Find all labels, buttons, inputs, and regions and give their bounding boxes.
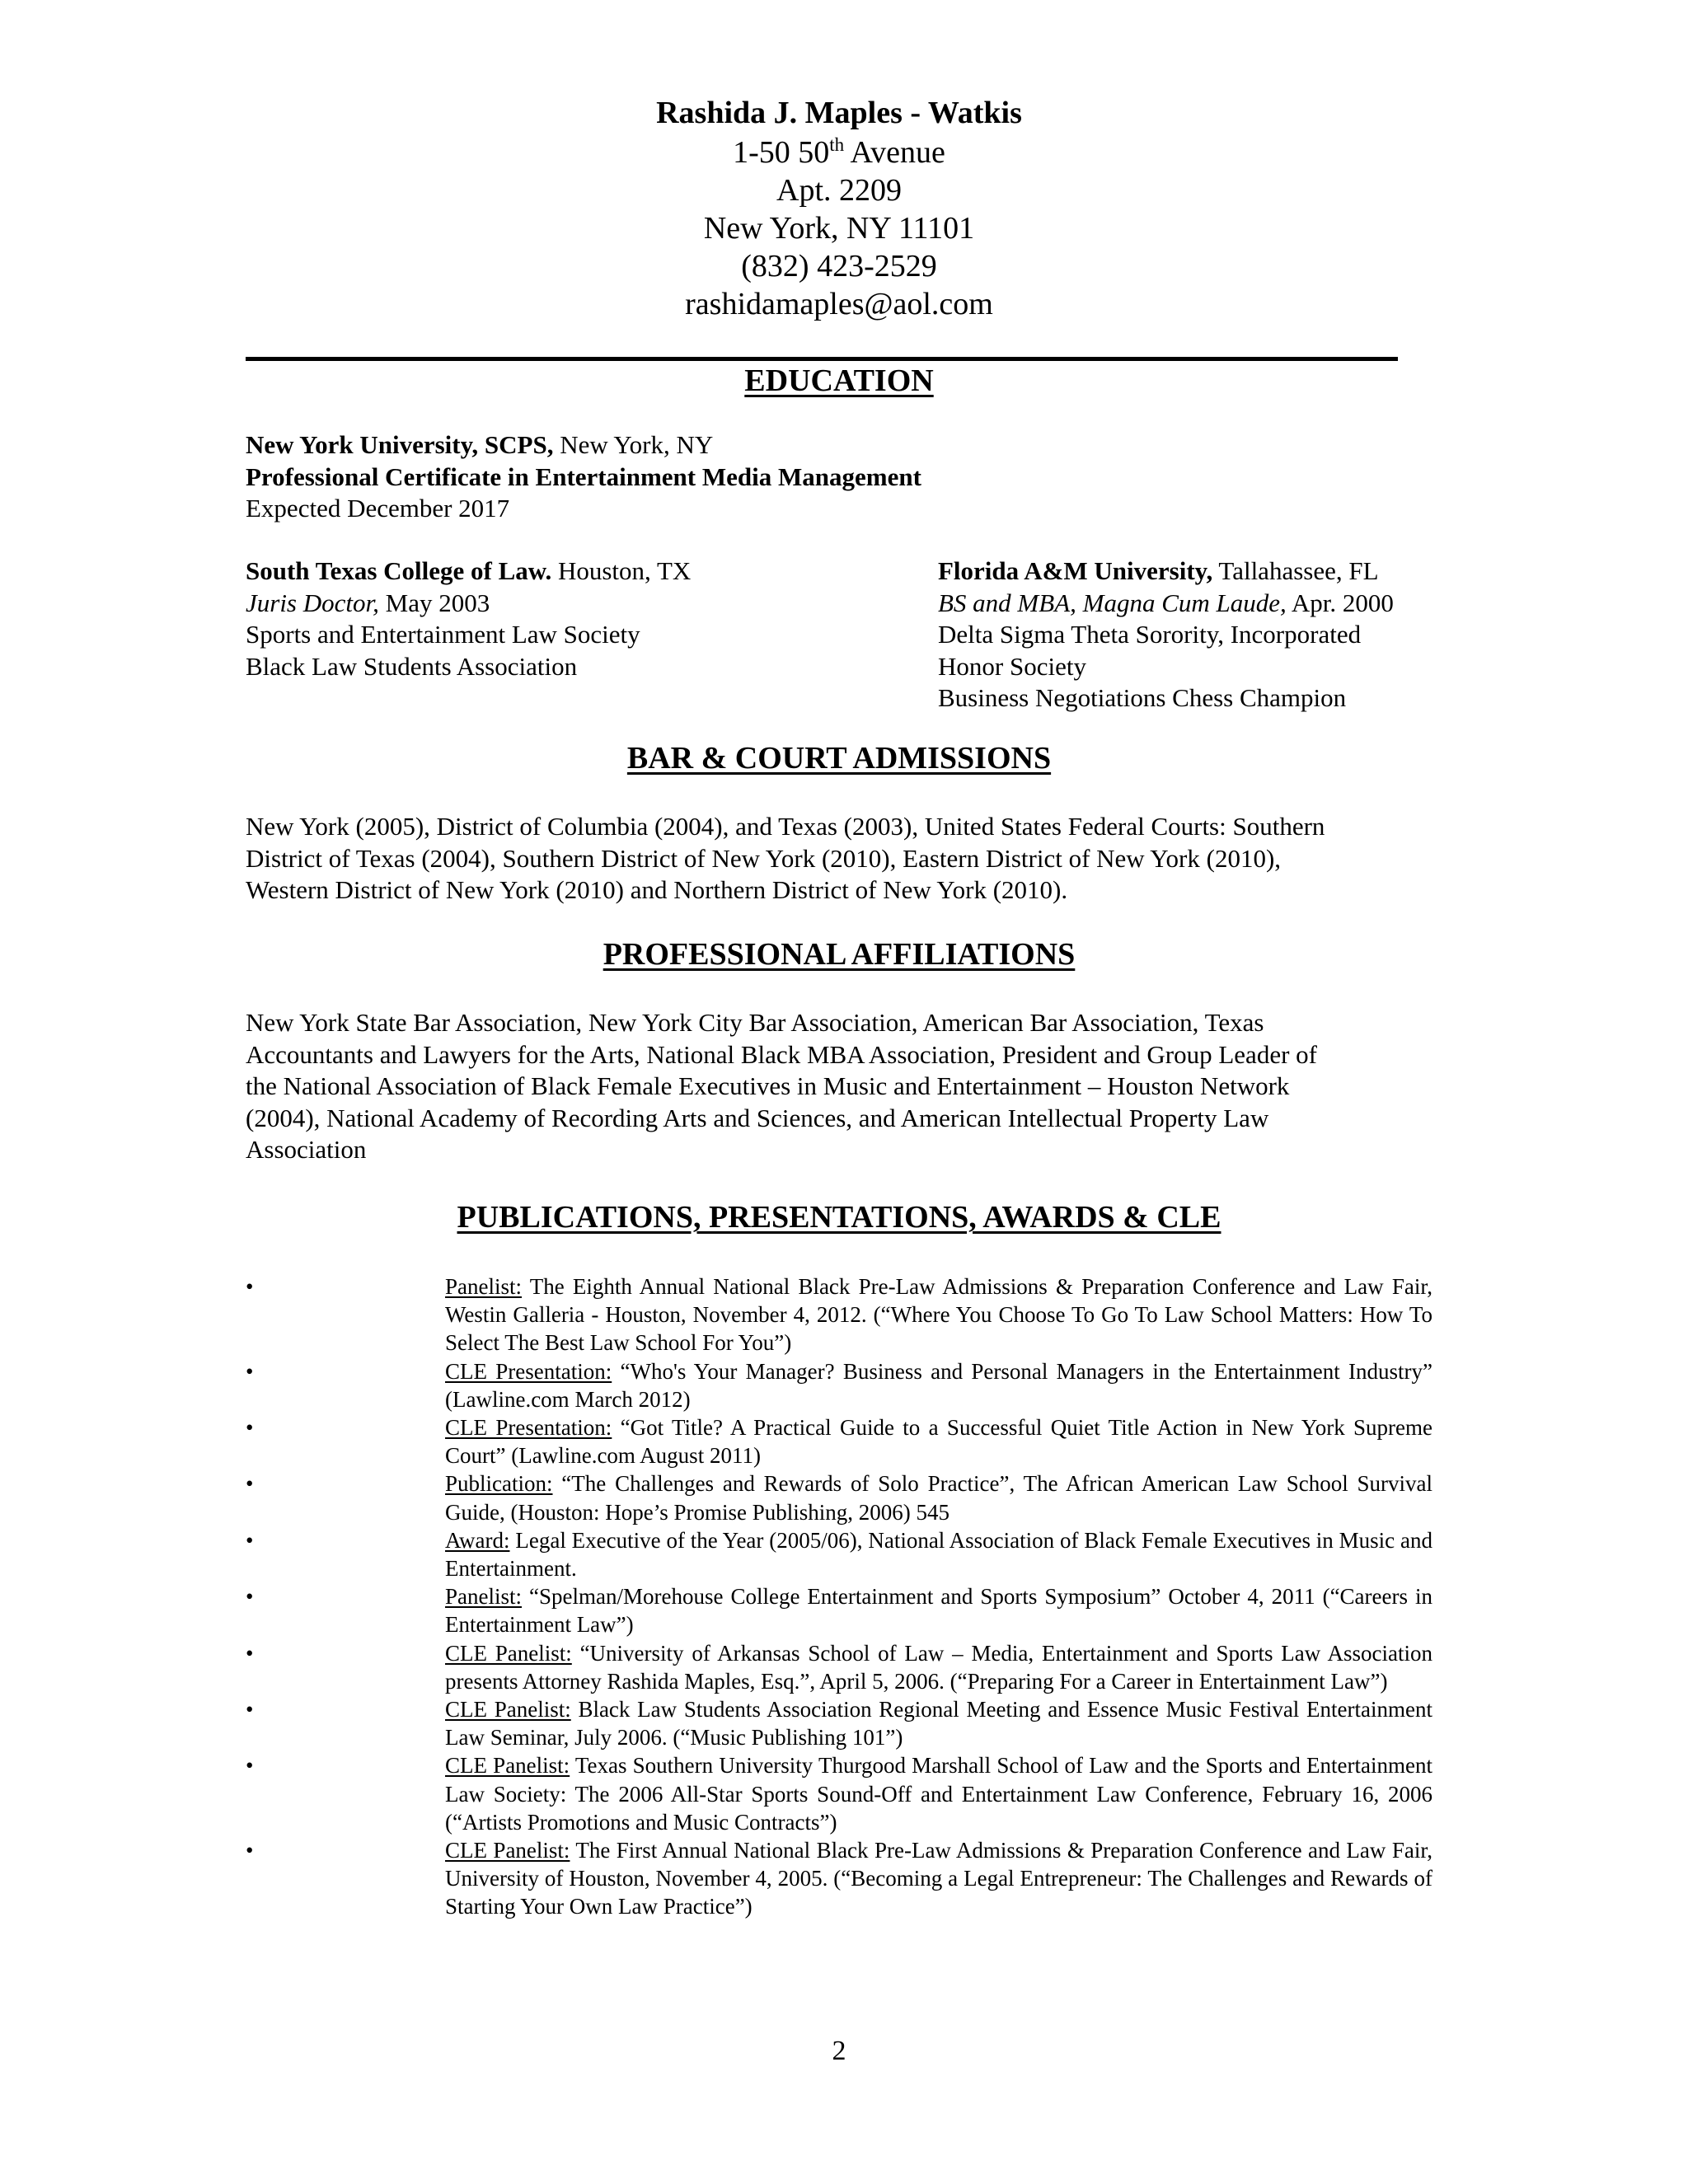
ordinal-suffix: th — [829, 134, 845, 155]
education-heading: EDUCATION — [744, 363, 934, 398]
item-kind: Publication: — [445, 1471, 553, 1497]
bullet: • — [246, 1527, 254, 1553]
famu-location: Tallahassee, FL — [1212, 556, 1379, 585]
candidate-name: Rashida J. Maples - Watkis — [656, 96, 1022, 130]
education-stcl — [246, 555, 905, 682]
education-nyu — [246, 429, 1235, 525]
affiliations-line: (2004), National Academy of Recording Arts and Sciences, and American Intellectual Property Law — [246, 1103, 1269, 1132]
street-number: 1-50 50 — [733, 135, 830, 170]
bullet: • — [246, 1274, 254, 1299]
publications-heading: PUBLICATIONS, PRESENTATIONS, AWARDS & CLE — [457, 1200, 1221, 1235]
famu-activity: Honor Society — [938, 651, 1086, 681]
item-kind: CLE Panelist: — [445, 1753, 570, 1779]
item-text: “Spelman/Morehouse College Entertainment and Sports Symposium” October 4, 2011 (“Careers in Entertainment Law”) — [445, 1584, 1432, 1638]
page-number: 2 — [832, 2036, 846, 2066]
contact-header — [0, 92, 1678, 323]
stcl-location: Houston, TX — [551, 556, 692, 585]
list-item — [246, 1526, 1432, 1582]
item-text: Legal Executive of the Year (2005/06), National Association of Black Female Executives in Music and Entertainment. — [445, 1527, 1432, 1582]
phone-number: (832) 423-2529 — [741, 249, 937, 284]
affiliations-text — [246, 1007, 1465, 1166]
list-item — [246, 1469, 1432, 1526]
bar-admissions-text — [246, 811, 1465, 907]
stcl-school: South Texas College of Law. — [246, 556, 552, 585]
item-text: “University of Arkansas School of Law – Media, Entertainment and Sports Law Association presents Attorney Rashida Maples, Esq.”, April 5, 2006. (“Preparing For a Career in Entertainment Law”) — [445, 1640, 1432, 1694]
list-item — [246, 1639, 1432, 1695]
street-name: Avenue — [844, 135, 945, 170]
stcl-activity: Sports and Entertainment Law Society — [246, 620, 640, 649]
list-item — [246, 1272, 1432, 1357]
famu-activity: Delta Sigma Theta Sorority, Incorporated — [938, 620, 1362, 649]
stcl-activity: Black Law Students Association — [246, 651, 578, 681]
famu-degree-line — [938, 588, 1680, 620]
list-item — [246, 1751, 1432, 1836]
item-kind: Panelist: — [445, 1274, 522, 1299]
nyu-expected: Expected December 2017 — [246, 494, 510, 523]
nyu-location: New York, NY — [553, 430, 714, 459]
apartment: Apt. 2209 — [776, 173, 902, 208]
list-item — [246, 1357, 1432, 1413]
nyu-certificate: Professional Certificate in Entertainment Media Management — [246, 462, 921, 491]
item-kind: CLE Presentation: — [445, 1358, 612, 1384]
nyu-school: New York University, SCPS, — [246, 430, 554, 459]
bar-admissions-heading: BAR & COURT ADMISSIONS — [626, 741, 1052, 776]
affiliations-line: Accountants and Lawyers for the Arts, National Black MBA Association, President and Group Leader of — [246, 1039, 1317, 1069]
bar-line: Western District of New York (2010) and Northern District of New York (2010). — [246, 875, 1068, 904]
stcl-date: May 2003 — [378, 588, 490, 617]
affiliations-line: the National Association of Black Female Executives in Music and Entertainment – Houston Network — [246, 1071, 1290, 1100]
city-state-zip: New York, NY 11101 — [703, 211, 975, 246]
header-divider — [246, 357, 1398, 361]
stcl-school-line — [246, 555, 905, 588]
item-kind: CLE Panelist: — [445, 1640, 572, 1666]
email-address: rashidamaples@aol.com — [685, 287, 993, 321]
street-address — [0, 134, 1678, 171]
famu-date: Apr. 2000 — [1286, 588, 1394, 617]
famu-degree: BS and MBA, Magna Cum Laude, — [938, 588, 1287, 617]
education-famu — [938, 555, 1680, 715]
list-item — [246, 1582, 1432, 1638]
stcl-degree: Juris Doctor, — [246, 588, 379, 617]
bullet: • — [246, 1697, 254, 1722]
famu-activity: Business Negotiations Chess Champion — [938, 683, 1347, 712]
stcl-degree-line — [246, 588, 905, 620]
affiliations-line: New York State Bar Association, New York City Bar Association, American Bar Association, Texas — [246, 1008, 1264, 1037]
bar-line: New York (2005), District of Columbia (2004), and Texas (2003), United States Federal Courts: Southern — [246, 812, 1325, 841]
list-item — [246, 1413, 1432, 1469]
item-kind: CLE Panelist: — [445, 1697, 571, 1722]
bullet: • — [246, 1471, 254, 1497]
bullet: • — [246, 1838, 254, 1863]
publications-list — [246, 1272, 1432, 1921]
bullet: • — [246, 1358, 254, 1384]
item-kind: CLE Panelist: — [445, 1838, 570, 1863]
item-text: Black Law Students Association Regional Meeting and Essence Music Festival Entertainment Law Seminar, July 2006. (“Music Publishing 101”) — [445, 1697, 1432, 1750]
item-text: The First Annual National Black Pre-Law Admissions & Preparation Conference and Law Fair, University of Houston, November 4, 2005. (“Becoming a Legal Entrepreneur: The Challenges and Rewards of Starting Your Own Law Practice”) — [445, 1838, 1432, 1919]
bullet: • — [246, 1415, 254, 1441]
bullet: • — [246, 1584, 254, 1610]
nyu-school-line — [246, 429, 1235, 462]
bullet: • — [246, 1753, 254, 1779]
list-item — [246, 1695, 1432, 1751]
item-kind: Award: — [445, 1527, 510, 1553]
affiliations-heading: PROFESSIONAL AFFILIATIONS — [603, 937, 1076, 972]
item-kind: CLE Presentation: — [445, 1415, 612, 1441]
item-text: Texas Southern University Thurgood Marshall School of Law and the Sports and Entertainment Law Society: The 2006 All-Star Sports Sound-Off and Entertainment Law Conference, February 16, 2006 (“Artists Promotions and Music Contracts”) — [445, 1753, 1433, 1835]
bullet: • — [246, 1640, 254, 1666]
item-text: “Who's Your Manager? Business and Personal Managers in the Entertainment Industry” (Lawline.com March 2012) — [445, 1358, 1433, 1412]
affiliations-line: Association — [246, 1135, 367, 1164]
bar-line: District of Texas (2004), Southern District of New York (2010), Eastern District of New York (2010), — [246, 843, 1282, 873]
list-item — [246, 1836, 1432, 1921]
item-kind: Panelist: — [445, 1584, 522, 1610]
famu-school-line — [938, 555, 1680, 588]
famu-school: Florida A&M University, — [938, 556, 1213, 585]
item-text: “The Challenges and Rewards of Solo Practice”, The African American Law School Survival Guide, (Houston: Hope’s Promise Publishing, 2006) 545 — [445, 1471, 1432, 1525]
item-text: “Got Title? A Practical Guide to a Successful Quiet Title Action in New York Supreme Court” (Lawline.com August 2011) — [445, 1415, 1432, 1469]
item-text: The Eighth Annual National Black Pre-Law Admissions & Preparation Conference and Law Fair, Westin Galleria - Houston, November 4, 2012. (“Where You Choose To Go To Law School Matters: How To Select The Best Law School For You”) — [445, 1274, 1432, 1356]
